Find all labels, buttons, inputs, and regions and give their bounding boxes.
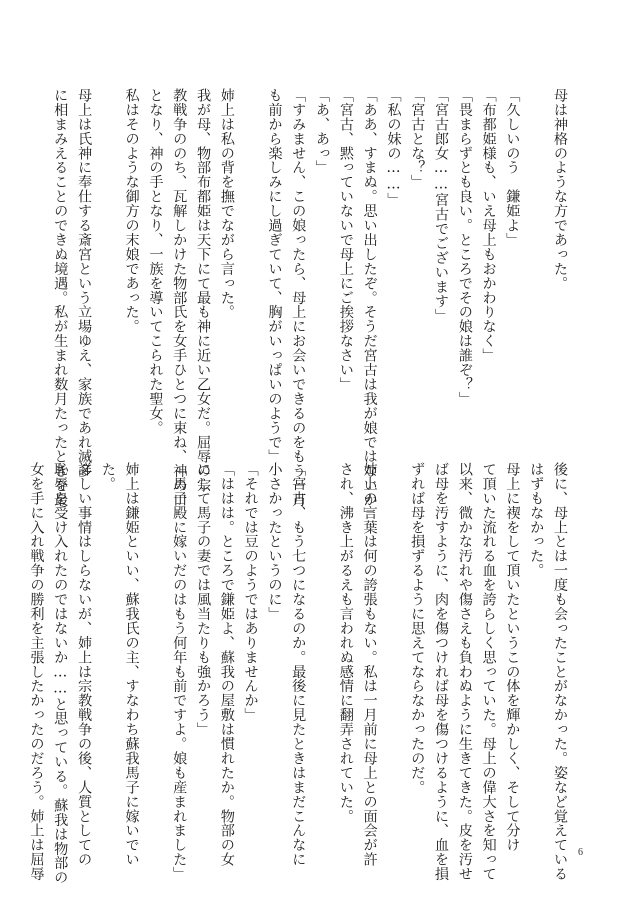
text-block-bottom — [28, 462, 571, 885]
text-line: 「宮古、もう七つになるのか。最後に見たときはまだこんなに — [290, 462, 307, 867]
text-line: ば母を汚すように、肉を傷つければ母を傷つけるように、血を損 — [433, 462, 450, 882]
text-line: て頂いた流れる血を誇らしく思っていた。母上の偉大さを知って — [480, 462, 497, 882]
text-line: 教戦争ののち、瓦解しかけた物部氏を女手ひとつに束ね、神の口 — [171, 88, 188, 508]
text-line — [95, 88, 119, 460]
text-line: 姉上の言葉は何の誇張もない。私は一月前に母上との面会が許 — [361, 462, 378, 867]
text-line: ずれば母を損ずるように思えてならなかったのだ。 — [409, 462, 426, 795]
text-line: 「あ、あっ」 — [314, 88, 331, 175]
text-line — [381, 462, 405, 832]
text-line: 「すみません、この娘ったら、母上にお会いできるのをもう一月 — [290, 88, 307, 508]
text-line — [238, 88, 262, 460]
text-line: 「宮古とな？」 — [409, 88, 426, 190]
text-line — [309, 462, 333, 832]
text-line: 姉上は鎌姫といい、蘇我氏の主、すなわち蘇我馬子に嫁いでい — [123, 462, 140, 867]
text-line: 以来、微かな汚れや傷さえも負わぬように生きてきた。皮を汚せ — [456, 462, 473, 882]
text-line: 詳しい事情はしらないが、姉上は宗教戦争の後、人質としての — [76, 462, 93, 867]
text-line: 女を手に入れ戦争の勝利を主張したかったのだろう。姉上は屈辱 — [28, 462, 45, 882]
text-line: 「ああ、すまぬ。思い出したぞ。そうだ宮古は我が娘ではないか」 — [361, 88, 378, 522]
text-line — [143, 462, 167, 832]
text-line: 我が母、物部布都姫は天下にて最も神に近い乙女だ。屈辱の宗 — [195, 88, 212, 493]
text-line: 「宮古郎女……宮古でございます」 — [433, 88, 450, 323]
page-number: 6 — [578, 847, 583, 858]
text-line: 姉上は私の背を撫でながら言った。 — [218, 88, 235, 320]
text-line: 「久しいのう 鎌姫よ」 — [504, 88, 521, 247]
text-line: 私はそのような御方の末娘であった。 — [123, 88, 140, 334]
text-line: 「それでは豆のようではありませんか」 — [242, 462, 259, 723]
text-line: 母上に禊をして頂いたというこの体を輝かしく、そして分け — [504, 462, 521, 853]
text-line: はずもなかった。 — [528, 462, 545, 578]
text-line — [523, 88, 547, 460]
text-line: 「ははは。ところで鎌姫よ、蘇我の屋敷は慣れたか。物部の女 — [218, 462, 235, 867]
text-line: 「布都姫様も、いえ母上もおかわりなく」 — [480, 88, 497, 363]
text-line: に相まみえることのできぬ境遇。私が生まれ数月たったときを最 — [52, 88, 69, 508]
text-line: 「私の妹の……」 — [385, 88, 402, 208]
text-line: 母上は氏神に奉仕する斎宮という立場ゆえ、家族であれ滅多 — [76, 88, 93, 479]
text-line: も前から楽しみにし過ぎていて、胸がいっぱいのようで」 — [266, 88, 283, 464]
text-line: にして馬子の妻では風当たりも強かろう」 — [195, 462, 212, 737]
text-line: となり、神の手となり、一族を導いてこられた聖女。 — [147, 88, 164, 435]
text-line: 母は神格のような方であった。 — [552, 88, 568, 291]
text-line: 「宮古、黙っていないで母上にご挨拶なさい」 — [337, 88, 354, 392]
text-line: た。 — [99, 462, 116, 491]
text-line: 後に、母上とは一度も会ったことがなかった。姿など覚えている — [552, 462, 568, 882]
text-line: され、沸き上がるえも言われぬ感情に翻弄されていた。 — [337, 462, 354, 824]
text-line: 「馬子殿に嫁いだのはもう何年も前ですよ。娘も産まれました」 — [171, 462, 188, 882]
text-line: 小さかったというのに」 — [266, 462, 283, 621]
text-line: 恥辱を受け入れたのではないか……と思っている。蘇我は物部の — [52, 462, 69, 885]
text-line: 「畏まらずとも良い。ところでその娘は誰ぞ？」 — [456, 88, 473, 406]
